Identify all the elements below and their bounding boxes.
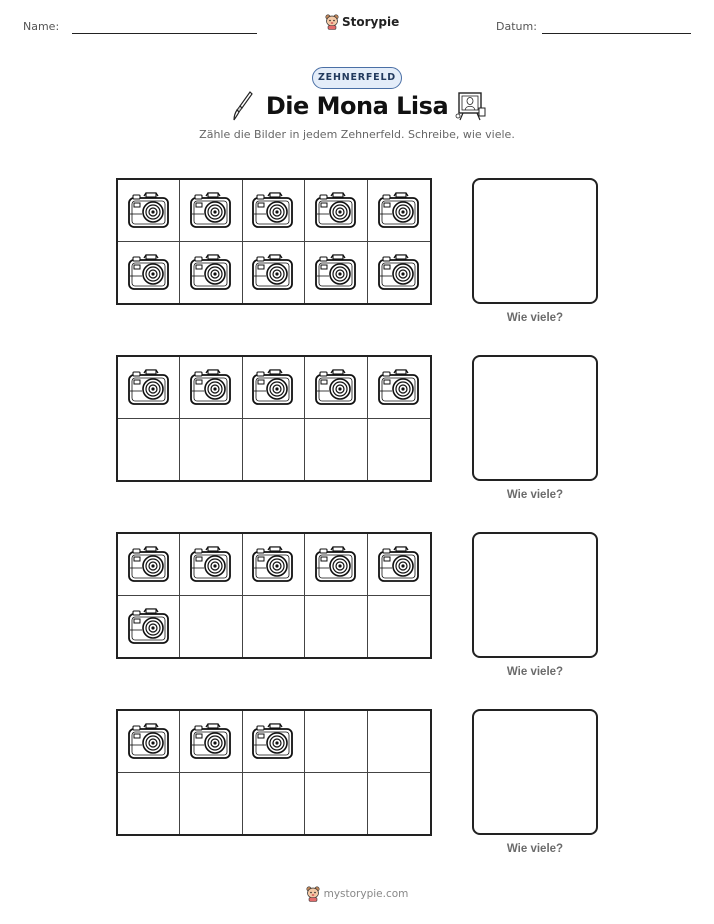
ten-frame: [116, 355, 432, 482]
ten-frame-cell: [243, 180, 305, 242]
ten-frame-cell: [243, 357, 305, 419]
ten-frame-cell: [118, 773, 180, 835]
ten-frame-cell: [118, 357, 180, 419]
ten-frame: [116, 709, 432, 836]
ten-frame-cell: [243, 596, 305, 658]
camera-icon: [251, 367, 295, 407]
ten-frame-cell: [305, 773, 367, 835]
camera-icon: [377, 367, 421, 407]
answer-label: Wie viele?: [506, 312, 564, 324]
camera-icon: [251, 544, 295, 584]
category-badge: ZEHNERFELD: [312, 67, 402, 89]
camera-icon: [127, 606, 171, 646]
footer-url: mystorypie.com: [323, 888, 409, 900]
camera-icon: [189, 544, 233, 584]
ten-frame-cell: [305, 419, 367, 481]
camera-icon: [127, 367, 171, 407]
camera-icon: [127, 190, 171, 230]
answer-label: Wie viele?: [506, 843, 564, 855]
answer-box[interactable]: [472, 178, 598, 304]
ten-frame-cell: [243, 534, 305, 596]
footer: [0, 886, 714, 902]
ten-frame-cell: [305, 357, 367, 419]
ten-frame-cell: [368, 773, 430, 835]
ten-frame: [116, 178, 432, 305]
ten-frame-cell: [368, 242, 430, 304]
date-label: Datum:: [496, 20, 537, 33]
answer-label: Wie viele?: [506, 489, 564, 501]
camera-icon: [377, 190, 421, 230]
brand-name: Storypie: [342, 15, 400, 29]
ten-frame-cell: [118, 596, 180, 658]
ten-frame-cell: [305, 180, 367, 242]
ten-frame-cell: [243, 419, 305, 481]
storypie-mascot-icon: [325, 14, 339, 30]
camera-icon: [377, 252, 421, 292]
name-line[interactable]: [72, 33, 257, 34]
ten-frame-cell: [243, 711, 305, 773]
answer-box[interactable]: [472, 709, 598, 835]
ten-frame-cell: [368, 180, 430, 242]
ten-frame-cell: [118, 180, 180, 242]
ten-frame-cell: [368, 596, 430, 658]
camera-icon: [189, 721, 233, 761]
ten-frame-cell: [118, 242, 180, 304]
ten-frame-cell: [305, 711, 367, 773]
ten-frame-cell: [180, 180, 242, 242]
storypie-mascot-icon: [306, 886, 320, 902]
ten-frame-cell: [368, 534, 430, 596]
ten-frame-cell: [243, 773, 305, 835]
camera-icon: [251, 252, 295, 292]
camera-icon: [314, 190, 358, 230]
camera-icon: [127, 721, 171, 761]
ten-frame-cell: [368, 357, 430, 419]
ten-frame: [116, 532, 432, 659]
ten-frame-cell: [180, 419, 242, 481]
ten-frame-cell: [305, 596, 367, 658]
ten-frame-cell: [180, 357, 242, 419]
ten-frame-cell: [180, 242, 242, 304]
ten-frame-cell: [118, 419, 180, 481]
answer-box[interactable]: [472, 355, 598, 481]
camera-icon: [314, 544, 358, 584]
date-line[interactable]: [542, 33, 691, 34]
painting-icon: [455, 90, 487, 122]
ten-frame-cell: [305, 242, 367, 304]
answer-label: Wie viele?: [506, 666, 564, 678]
instructions: Zähle die Bilder in jedem Zehnerfeld. Schreibe, wie viele.: [199, 128, 515, 141]
ten-frame-cell: [118, 534, 180, 596]
ten-frame-cell: [243, 242, 305, 304]
camera-icon: [127, 252, 171, 292]
camera-icon: [251, 721, 295, 761]
camera-icon: [314, 367, 358, 407]
camera-icon: [189, 252, 233, 292]
camera-icon: [377, 544, 421, 584]
answer-box[interactable]: [472, 532, 598, 658]
ten-frame-cell: [305, 534, 367, 596]
camera-icon: [189, 367, 233, 407]
camera-icon: [314, 252, 358, 292]
ten-frame-cell: [180, 711, 242, 773]
ten-frame-cell: [368, 419, 430, 481]
page-title: Die Mona Lisa: [265, 92, 449, 120]
ten-frame-cell: [368, 711, 430, 773]
camera-icon: [127, 544, 171, 584]
ten-frame-cell: [180, 773, 242, 835]
camera-icon: [251, 190, 295, 230]
camera-icon: [189, 190, 233, 230]
ten-frame-cell: [180, 534, 242, 596]
ten-frame-cell: [118, 711, 180, 773]
brand-logo: [325, 14, 399, 30]
name-label: Name:: [23, 20, 60, 33]
ten-frame-cell: [180, 596, 242, 658]
